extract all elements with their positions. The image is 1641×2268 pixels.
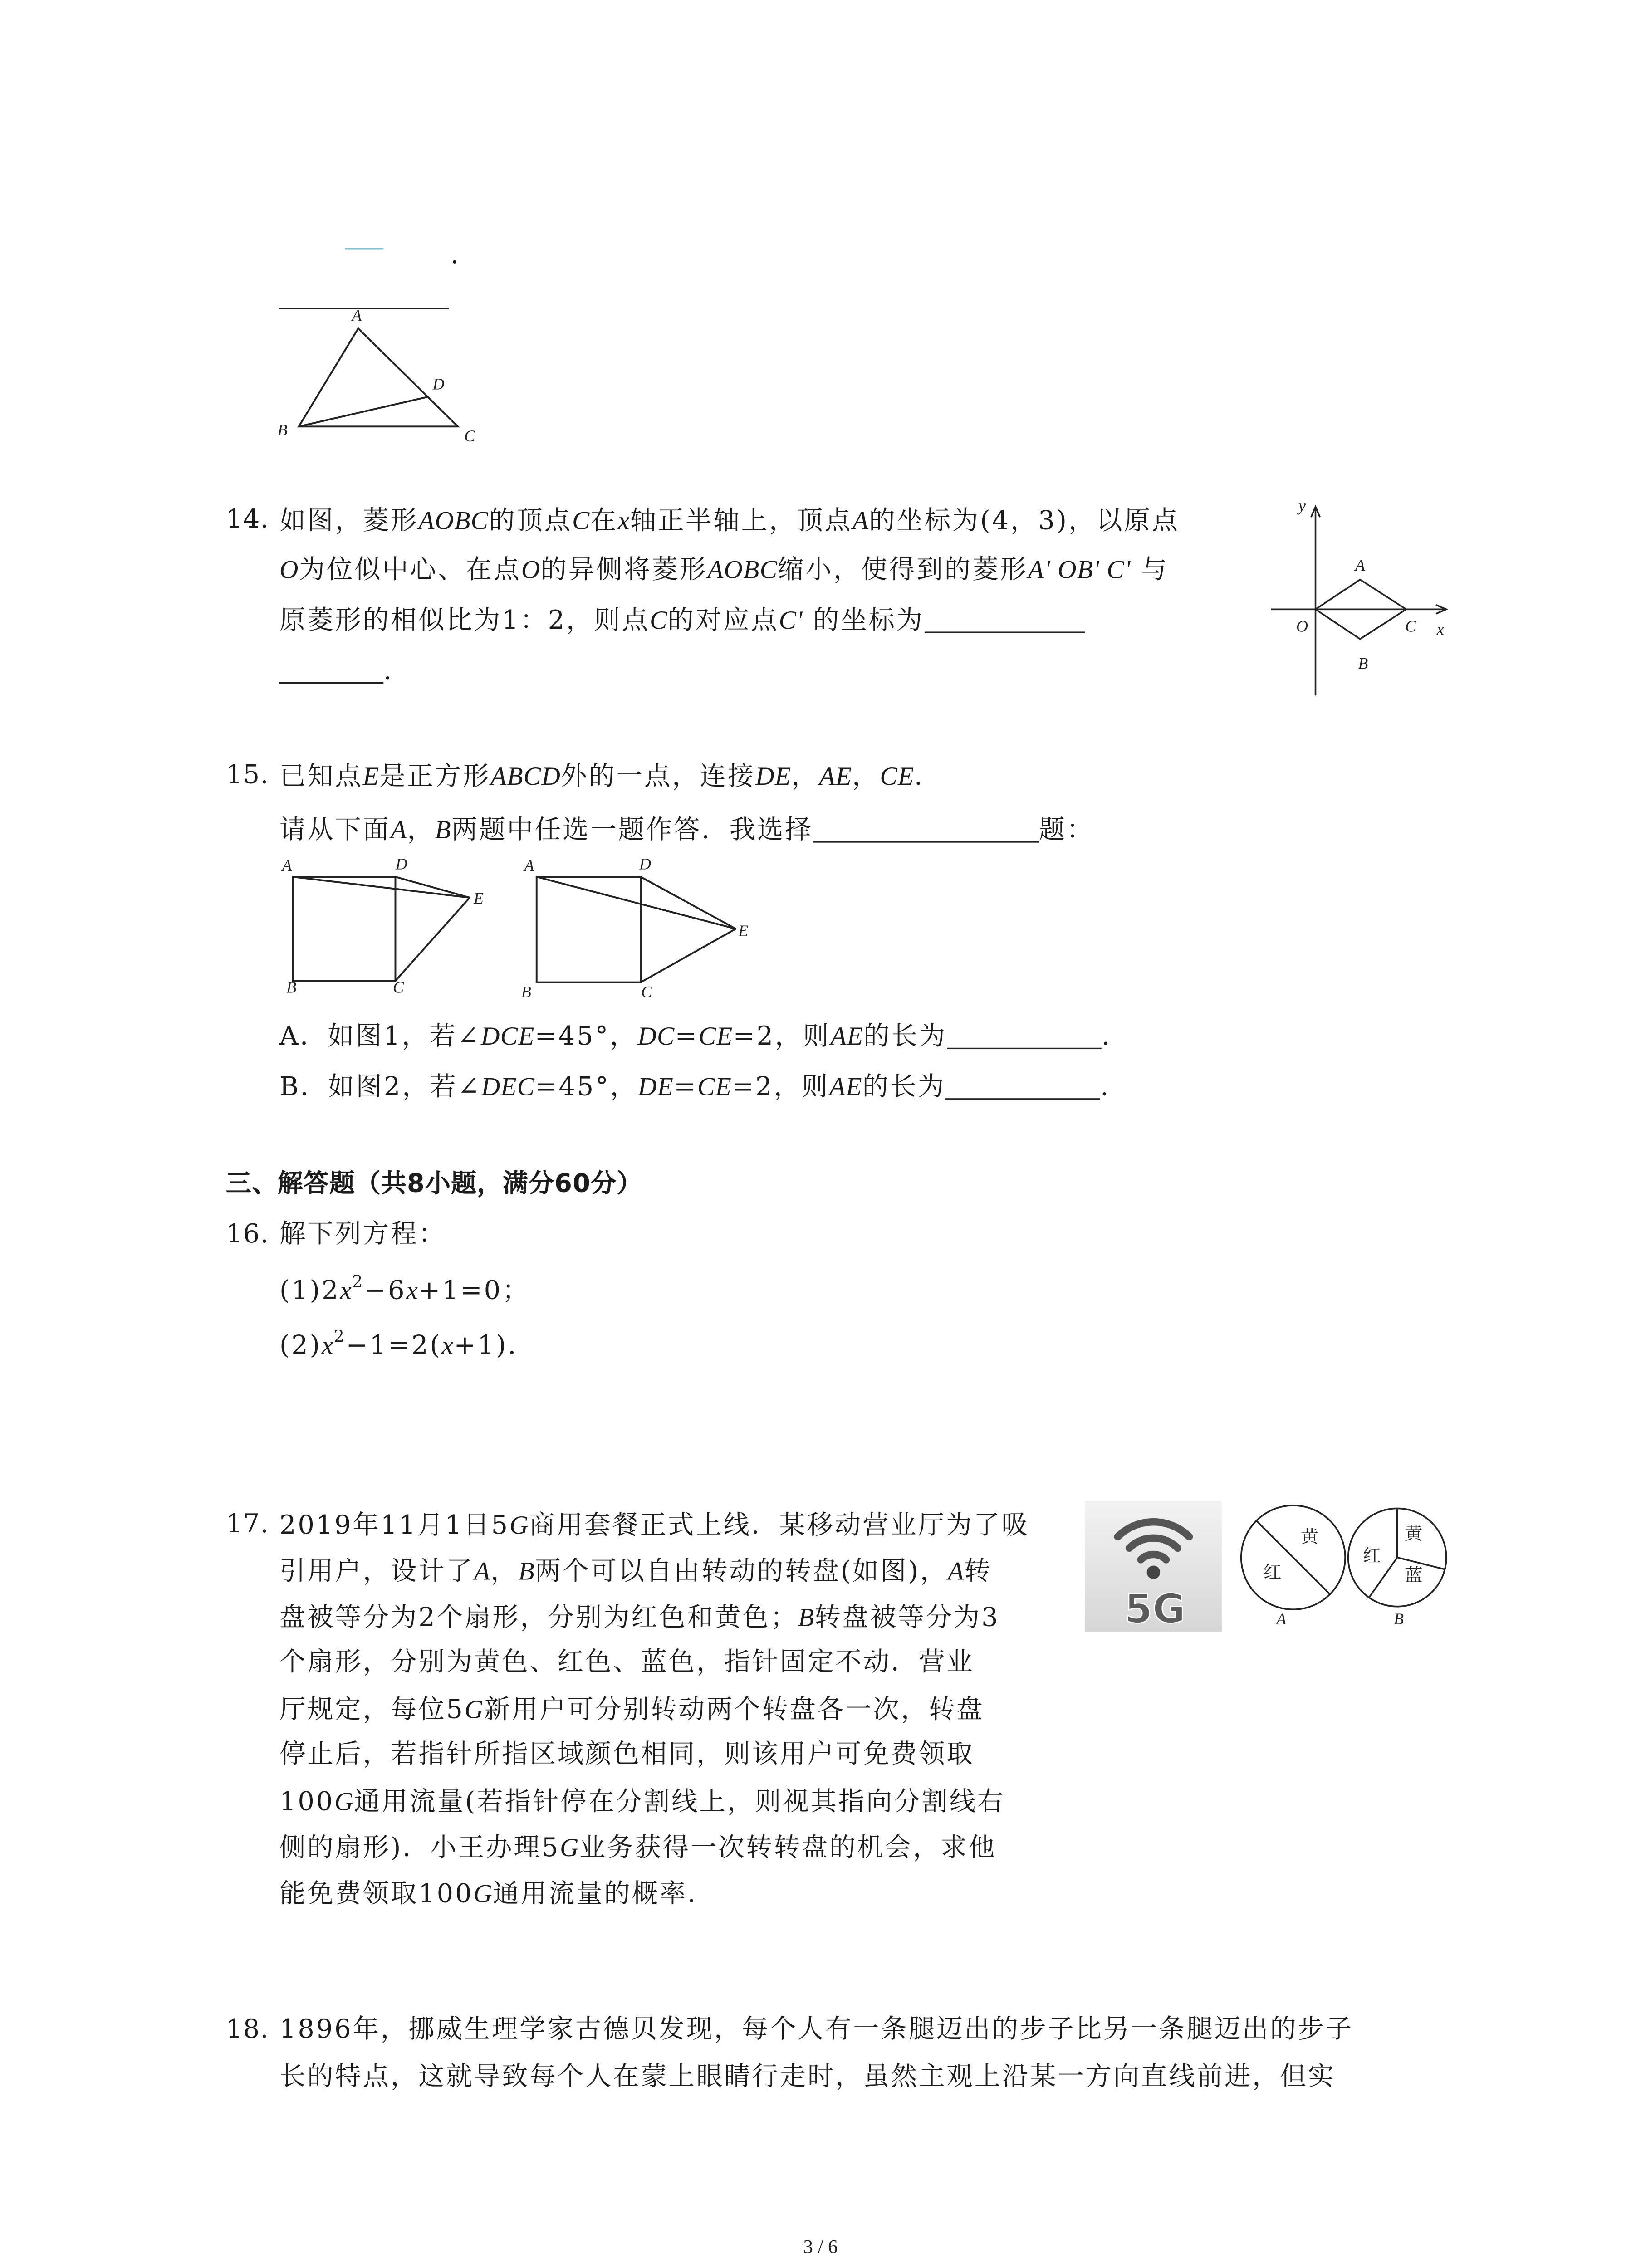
text-run: 通用流量(若指针停在分割线上，则视其指向分割线右 <box>353 1788 1005 1818</box>
text-run: ， <box>490 1557 519 1588</box>
text-run: 的长为 <box>862 1073 946 1103</box>
text-run: =2，则 <box>732 1073 830 1103</box>
text-run: 两个可以自由转动的转盘(如图)， <box>534 1557 948 1588</box>
question-number: 14. <box>225 505 269 535</box>
text-run: 的对应点 <box>667 606 779 636</box>
text-run: =2，则 <box>733 1022 831 1052</box>
math-variable: AE <box>830 1021 864 1051</box>
text-run: (2) <box>279 1331 322 1362</box>
text-run: . <box>1101 1022 1112 1052</box>
page-number: 3 / 6 <box>803 2235 838 2258</box>
square-figure-2 <box>537 877 736 982</box>
math-variable: A' OB' C' <box>1028 554 1131 584</box>
point-label-e: E <box>738 922 749 940</box>
point-label-a: A <box>524 856 534 875</box>
text-run: 1896年，挪威生理学家古德贝发现，每个人有一条腿迈出的步子比另一条腿迈出的步子 <box>279 2015 1354 2045</box>
text-run: . <box>1100 1073 1111 1103</box>
text-run: ， <box>791 762 819 792</box>
math-variable: ABCD <box>490 761 561 791</box>
text-run: 的坐标为(4，3)，以原点 <box>869 507 1180 537</box>
math-variable: AOBC <box>418 505 489 535</box>
text-run: =45°， <box>534 1022 638 1052</box>
point-label-d: D <box>639 855 651 873</box>
math-variable: AOBC <box>707 554 778 584</box>
text-run: 的异侧将菱形 <box>540 556 708 586</box>
text-run: ． <box>914 762 942 792</box>
text-run: 转 <box>964 1557 992 1588</box>
point-label-c: C <box>464 427 475 445</box>
text-run: 2019年11月1日5 <box>279 1511 510 1541</box>
spinner-label-b: B <box>1393 1609 1404 1628</box>
question-number: 17. <box>225 1510 269 1540</box>
text-run: 如图，菱形 <box>279 507 419 537</box>
math-variable: A <box>948 1556 965 1586</box>
math-variable: O <box>521 554 541 584</box>
point-label-a: A <box>352 306 362 325</box>
segment-de <box>641 877 736 929</box>
math-variable: x <box>617 505 630 535</box>
text-run: −6 <box>364 1276 407 1306</box>
math-variable: O <box>279 554 299 584</box>
point-label-o: O <box>1296 617 1308 635</box>
text-run: 个扇形，分别为黄色、红色、蓝色，指针固定不动．营业 <box>279 1648 975 1678</box>
text-run: 的坐标为 <box>803 606 925 636</box>
math-variable: G <box>509 1510 529 1540</box>
math-variable: DE <box>638 1071 674 1101</box>
math-variable: DE <box>755 761 792 791</box>
text-run: 引用户，设计了 <box>279 1557 474 1588</box>
math-variable: CE <box>697 1071 732 1101</box>
question-number: 15. <box>225 761 269 791</box>
wifi-dot-icon <box>1147 1566 1160 1579</box>
segment-ce <box>395 898 470 981</box>
text-run: A．如图1，若∠ <box>279 1022 481 1052</box>
math-variable: CE <box>698 1021 733 1051</box>
segment-ae <box>537 877 736 929</box>
text-run: 题： <box>1038 816 1095 846</box>
text-run: = <box>674 1073 698 1103</box>
text-run: 侧的扇形)．小王办理5 <box>279 1833 560 1864</box>
math-variable: CE <box>880 761 915 791</box>
5g-signal-icon <box>1085 1501 1222 1633</box>
text-run: ， <box>852 762 880 792</box>
5g-icon-text: 5G <box>1124 1585 1185 1633</box>
text-run: +1). <box>454 1331 518 1362</box>
text-run: 在 <box>590 507 618 537</box>
segment-ae <box>293 877 470 898</box>
math-variable: x <box>441 1330 454 1360</box>
sector-label-blue: 蓝 <box>1405 1565 1423 1586</box>
point-label-b: B <box>521 982 531 1001</box>
text-run: 转盘被等分为3 <box>814 1603 1000 1633</box>
point-label-a: A <box>1355 556 1365 575</box>
sector-label-yellow: 黄 <box>1405 1524 1423 1545</box>
math-variable: DC <box>637 1021 675 1051</box>
point-label-b: B <box>277 420 288 439</box>
text-run: 新用户可分别转动两个转盘各一次，转盘 <box>484 1696 985 1725</box>
math-variable: C' <box>779 605 803 635</box>
text-run: 两题中任选一题作答．我选择 <box>451 816 813 846</box>
math-variable: A <box>852 505 869 535</box>
square-figure-1 <box>293 877 470 981</box>
question-number: 18. <box>225 2015 269 2045</box>
math-variable: C <box>649 605 668 635</box>
text-run: 与 <box>1131 556 1169 586</box>
math-variable: A <box>474 1556 491 1586</box>
math-variable: AE <box>819 761 852 791</box>
text-run: 厅规定，每位5 <box>279 1696 465 1725</box>
square-abcd <box>293 877 395 981</box>
segment-ce <box>641 929 736 982</box>
point-label-c: C <box>1405 617 1416 635</box>
segment-de <box>395 877 470 898</box>
point-label-d: D <box>432 375 445 393</box>
spinner-label-a: A <box>1276 1609 1287 1628</box>
text-run: 商用套餐正式上线．某移动营业厅为了吸 <box>529 1511 1029 1541</box>
text-run: 轴正半轴上，顶点 <box>630 507 852 537</box>
text-run: 通用流量的概率． <box>493 1880 715 1910</box>
text-run: 的顶点 <box>489 507 573 537</box>
text-run: 长的特点，这就导致每个人在蒙上眼睛行走时，虽然主观上沿某一方向直线前进，但实 <box>279 2063 1336 2093</box>
text-run: −1=2( <box>346 1331 442 1362</box>
point-label-e: E <box>473 889 484 907</box>
text-run: 100 <box>279 1788 335 1818</box>
axis-label-y: y <box>1298 497 1306 515</box>
sector-label-yellow: 黄 <box>1300 1526 1319 1547</box>
math-variable: G <box>464 1694 484 1724</box>
spinner-a <box>1241 1505 1345 1609</box>
math-variable: B <box>435 814 452 844</box>
text-run: 的长为 <box>863 1022 947 1052</box>
math-variable: B <box>518 1556 535 1586</box>
text-run: 能免费领取100 <box>279 1880 474 1910</box>
text-run: ， <box>407 816 435 846</box>
text-run: B．如图2，若∠ <box>279 1073 481 1103</box>
math-variable: DCE <box>481 1021 535 1051</box>
section-heading: 三、解答题（共8小题，满分60分） <box>225 1169 643 1199</box>
point-label-b: B <box>1358 654 1368 673</box>
text-run: (1)2 <box>279 1276 340 1306</box>
axis-label-x: x <box>1436 620 1444 638</box>
text-run: 外的一点，连接 <box>561 762 756 792</box>
point-label-d: D <box>395 855 407 873</box>
math-variable: E <box>362 761 380 791</box>
math-variable: x <box>321 1330 334 1360</box>
math-variable: C <box>572 505 590 535</box>
point-label-c: C <box>393 978 404 997</box>
sector-label-red: 红 <box>1363 1546 1381 1567</box>
superscript: 2 <box>352 1272 365 1292</box>
math-variable: AE <box>829 1071 862 1101</box>
text-run: 解下列方程： <box>279 1220 446 1250</box>
text-run: =45°， <box>535 1073 638 1103</box>
q13-period: . <box>450 240 460 271</box>
text-run: 为位似中心、在点 <box>299 556 521 586</box>
text-run: 是正方形 <box>379 762 491 792</box>
text-run: = <box>675 1022 699 1052</box>
math-variable: G <box>473 1878 493 1908</box>
segment-bd <box>299 397 428 427</box>
text-run: 已知点 <box>279 762 363 792</box>
text-run: 业务获得一次转转盘的机会，求他 <box>579 1833 996 1864</box>
sector-label-red: 红 <box>1263 1562 1282 1583</box>
math-variable: x <box>340 1275 353 1305</box>
text-run: 缩小，使得到的菱形 <box>778 556 1028 586</box>
math-variable: G <box>560 1832 579 1862</box>
text-run: 停止后，若指针所指区域颜色相同，则该用户可免费领取 <box>279 1740 975 1770</box>
math-variable: A <box>391 814 407 844</box>
square-abcd <box>537 877 641 982</box>
text-run: 盘被等分为2个扇形，分别为红色和黄色； <box>279 1603 798 1633</box>
superscript: 2 <box>333 1327 346 1347</box>
text-run: +1=0； <box>418 1276 530 1306</box>
math-variable: G <box>334 1786 354 1816</box>
text-run: . <box>383 657 394 687</box>
math-variable: B <box>798 1602 815 1632</box>
point-label-c: C <box>641 982 652 1001</box>
math-variable: x <box>406 1275 419 1305</box>
question-number: 16. <box>225 1220 269 1250</box>
math-variable: DEC <box>481 1071 535 1101</box>
point-label-a: A <box>282 856 292 875</box>
point-label-b: B <box>286 978 297 997</box>
text-run: 请从下面 <box>279 816 391 846</box>
text-run: 原菱形的相似比为1：2，则点 <box>279 606 650 636</box>
spinner-a-divider <box>1256 1520 1330 1595</box>
